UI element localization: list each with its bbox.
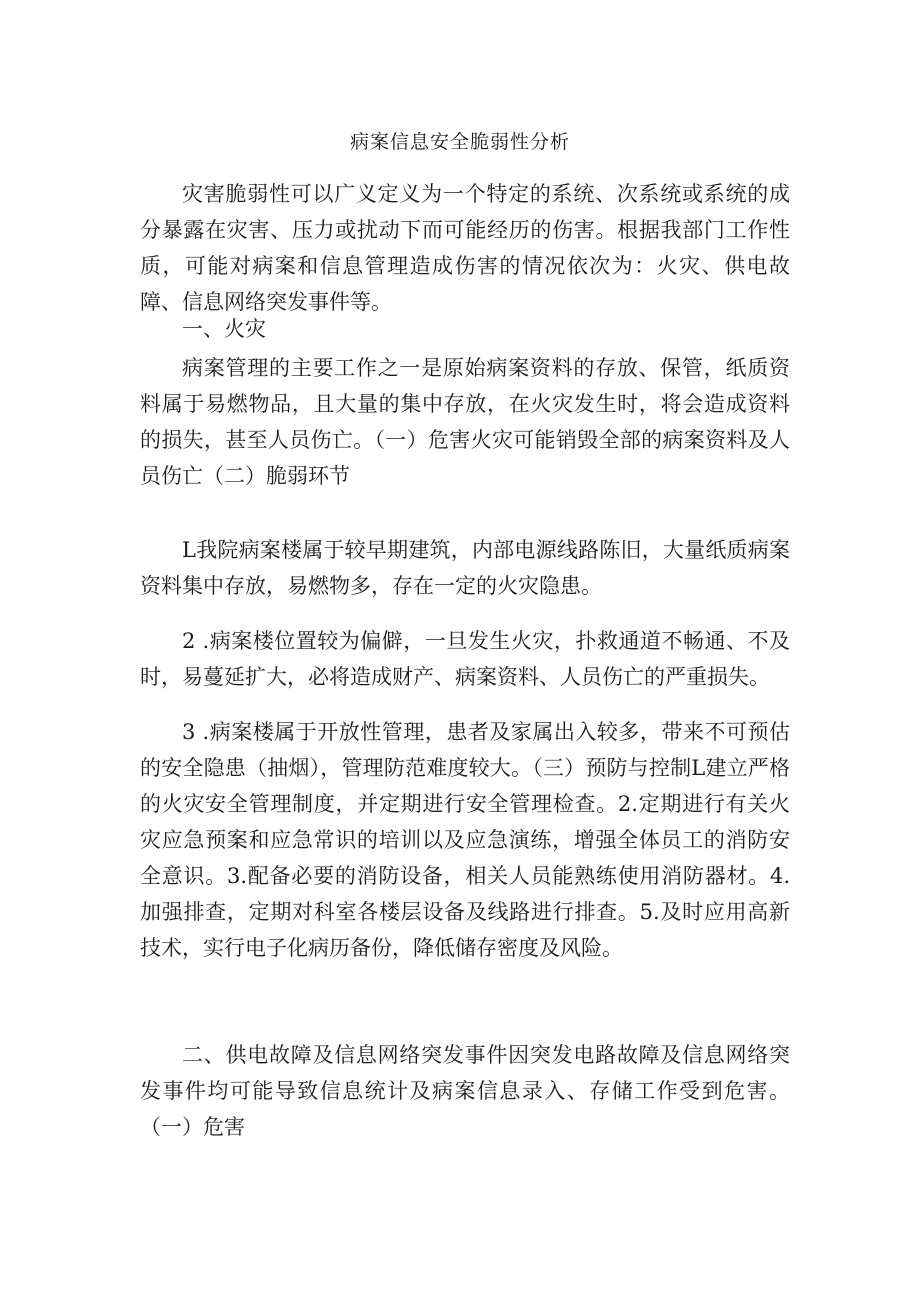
vulnerability-point-2: 2 .病案楼位置较为偏僻，一旦发生火灾，扑救通道不畅通、不及时，易蔓延扩大，必将造成财产、病案资料、人员伤亡的严重损失。 (140, 629, 790, 689)
intro-paragraph: 灾害脆弱性可以广义定义为一个特定的系统、次系统或系统的成分暴露在灾害、压力或扰动下而可能经历的伤害。根据我部门工作性质，可能对病案和信息管理造成伤害的情况依次为：火灾、供电故障、信息网络突发事件等。 (140, 182, 790, 314)
vulnerability-point-3: 3 .病案楼属于开放性管理，患者及家属出入较多，带来不可预估的安全隐患（抽烟），管理防范难度较大。（三）预防与控制L建立严格的火灾安全管理制度，并定期进行安全管理检查。2.定期进行有关火灾应急预案和应急常识的培训以及应急演练，增强全体员工的消防安全意识。3.配备必要的消防设备，相关人员能熟练使用消防器材。4. 加强排查，定期对科室各楼层设备及线路进行排查。5.及时应用高新技术，实行电子化病历备份，降低储存密度及风险。 (140, 720, 790, 960)
section-heading-fire: 一、火灾 (182, 317, 266, 341)
fire-paragraph: 病案管理的主要工作之一是原始病案资料的存放、保管，纸质资料属于易燃物品，且大量的集中存放，在火灾发生时，将会造成资料的损失，甚至人员伤亡。（一）危害火灾可能销毁全部的病案资料及人员伤亡（二）脆弱环节 (140, 356, 790, 488)
power-network-paragraph: 二、供电故障及信息网络突发事件因突发电路故障及信息网络突发事件均可能导致信息统计及病案信息录入、存储工作受到危害。（一）危害 (140, 1043, 790, 1139)
document-title: 病案信息安全脆弱性分析 (349, 131, 570, 153)
vulnerability-point-1: L我院病案楼属于较早期建筑，内部电源线路陈旧，大量纸质病案资料集中存放，易燃物多，存在一定的火灾隐患。 (140, 538, 790, 598)
